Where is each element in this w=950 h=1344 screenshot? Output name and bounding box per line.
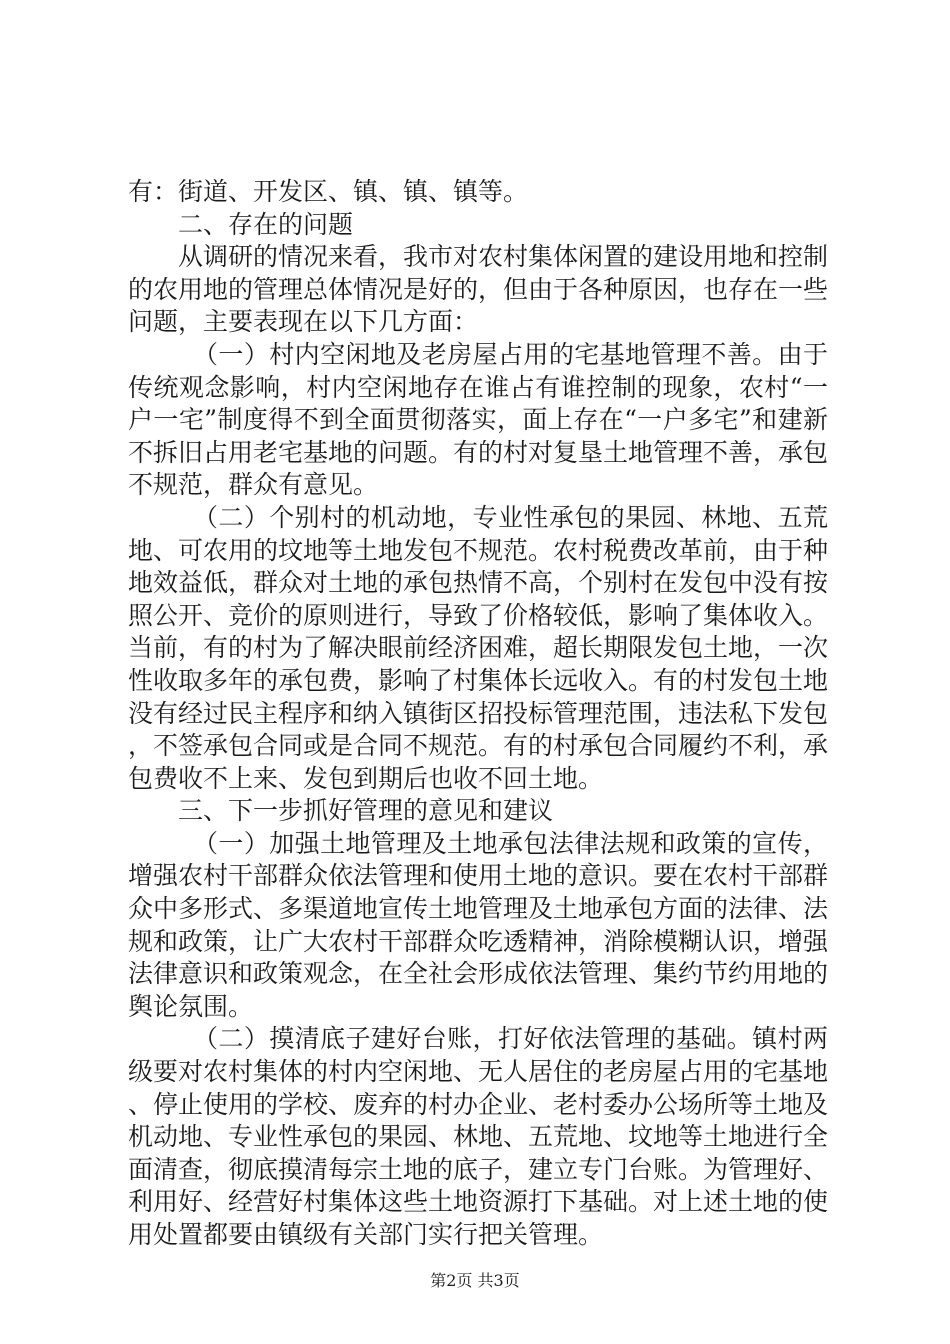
section-heading-suggestions: 三、下一步抓好管理的意见和建议 xyxy=(178,796,554,826)
paragraph-continuation: 有：街道、开发区、镇、镇、镇等。 xyxy=(128,177,529,206)
paragraph-suggestion-2: （二）摸清底子建好台账，打好依法管理的基础。镇村两级要对农村集体的村内空闲地、无人居住的老房屋占用的宅基地、停止使用的学校、废弃的村办企业、老村委办公场所等土地及机动地、专业性承包的果园、林地、五荒地、坟地等土地进行全面清查，彻底摸清每宗土地的底子，建立专门台账。为管理好、利用好、经营好村集体这些土地资源打下基础。对上述土地的使用处置都要由镇级有关部门实行把关管理。 xyxy=(128,1024,829,1249)
page-footer: 第2页 共3页 xyxy=(430,1271,520,1290)
paragraph-survey-summary: 从调研的情况来看，我市对农村集体闲置的建设用地和控制的农用地的管理总体情况是好的，但由于各种原因，也存在一些问题，主要表现在以下几方面： xyxy=(128,242,829,337)
paragraph-problem-1: （一）村内空闲地及老房屋占用的宅基地管理不善。由于传统观念影响，村内空闲地存在谁占有谁控制的现象，农村“一户一宅”制度得不到全面贯彻落实，面上存在“一户多宅”和建新不拆旧占用老宅基地的问题。有的村对复垦土地管理不善，承包不规范，群众有意见。 xyxy=(128,339,829,500)
section-heading-problems: 二、存在的问题 xyxy=(178,209,354,239)
document-body xyxy=(128,176,828,1252)
paragraph-suggestion-1: （一）加强土地管理及土地承包法律法规和政策的宣传，增强农村干部群众依法管理和使用土地的意识。要在农村干部群众中多形式、多渠道地宣传土地管理及土地承包方面的法律、法规和政策，让广大农村干部群众吃透精神，消除模糊认识，增强法律意识和政策观念，在全社会形成依法管理、集约节约用地的舆论氛围。 xyxy=(128,828,829,1021)
paragraph-problem-2: （二）个别村的机动地，专业性承包的果园、林地、五荒地、可农用的坟地等土地发包不规范。农村税费改革前，由于种地效益低，群众对土地的承包热情不高，个别村在发包中没有按照公开、竞价的原则进行，导致了价格较低，影响了集体收入。当前，有的村为了解决眼前经济困难，超长期限发包土地，一次性收取多年的承包费，影响了村集体长远收入。有的村发包土地没有经过民主程序和纳入镇街区招投标管理范围，违法私下发包，不签承包合同或是合同不规范。有的村承包合同履约不利，承包费收不上来、发包到期后也收不回土地。 xyxy=(128,502,829,793)
